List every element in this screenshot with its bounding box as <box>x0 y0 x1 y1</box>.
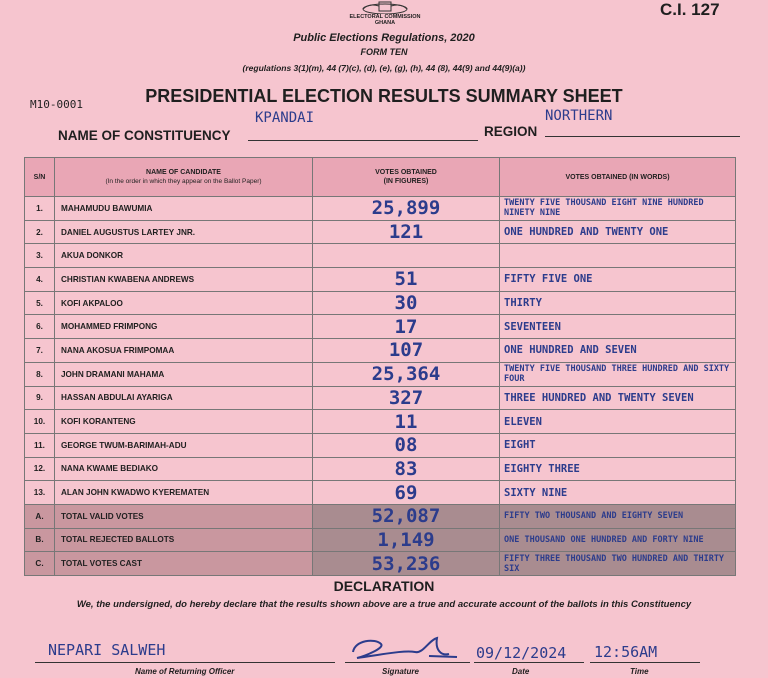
row-sn: 7. <box>25 339 55 363</box>
ci-number: C.I. 127 <box>660 0 720 19</box>
candidate-row <box>25 315 736 339</box>
votes-figures <box>313 291 500 315</box>
votes-words-value: THREE HUNDRED AND TWENTY SEVEN <box>504 391 694 404</box>
candidate-row <box>25 339 736 363</box>
votes-figures <box>313 433 500 457</box>
votes-words-value: SIXTY NINE <box>504 486 568 499</box>
col-name: NAME OF CANDIDATE (In the order in which they appear on the Ballot Paper) <box>55 158 313 197</box>
region-label: REGION <box>484 124 538 139</box>
commission-name: ELECTORAL COMMISSION GHANA <box>349 14 421 26</box>
candidate-name: AKUA DONKOR <box>55 244 313 268</box>
votes-words <box>500 220 736 244</box>
votes-words-value: FIFTY FIVE ONE <box>504 273 593 286</box>
row-sn: 1. <box>25 197 55 221</box>
votes-figures <box>313 197 500 221</box>
votes-figures <box>313 410 500 434</box>
votes-words <box>500 552 736 576</box>
region-value: NORTHERN <box>545 108 613 124</box>
total-row <box>25 552 736 576</box>
votes-words <box>500 315 736 339</box>
votes-figures <box>313 244 500 268</box>
votes-figures <box>313 386 500 410</box>
votes-figures-value: 51 <box>394 268 418 291</box>
constituency-underline <box>248 140 478 141</box>
candidate-row <box>25 244 736 268</box>
row-sn: 3. <box>25 244 55 268</box>
votes-figures <box>313 362 500 386</box>
votes-figures <box>313 339 500 363</box>
votes-words-value: FIFTY TWO THOUSAND AND EIGHTY SEVEN <box>504 511 684 522</box>
date-label: Date <box>512 667 530 676</box>
candidate-row <box>25 386 736 410</box>
votes-words <box>500 481 736 505</box>
votes-words <box>500 244 736 268</box>
region-underline <box>545 136 740 137</box>
votes-figures-value: 83 <box>394 457 418 480</box>
candidate-name: ALAN JOHN KWADWO KYEREMATEN <box>55 481 313 505</box>
date-line <box>474 662 584 663</box>
votes-figures-value: 327 <box>388 386 424 409</box>
votes-words-value: ONE THOUSAND ONE HUNDRED AND FORTY NINE <box>504 534 704 545</box>
declaration-title: DECLARATION <box>333 578 435 594</box>
signature-scribble <box>345 630 465 666</box>
row-sn: 12. <box>25 457 55 481</box>
col-sn: S/N <box>25 158 55 197</box>
candidate-row <box>25 457 736 481</box>
votes-figures-value: 107 <box>388 339 424 362</box>
votes-words <box>500 410 736 434</box>
votes-figures-value: 53,236 <box>371 552 441 575</box>
votes-figures <box>313 220 500 244</box>
candidate-row <box>25 268 736 292</box>
votes-words-value: ONE HUNDRED AND SEVEN <box>504 344 637 357</box>
candidate-name: JOHN DRAMANI MAHAMA <box>55 362 313 386</box>
results-table <box>24 157 736 576</box>
candidate-name: NANA AKOSUA FRIMPOMAA <box>55 339 313 363</box>
row-sn: 4. <box>25 268 55 292</box>
votes-figures <box>313 481 500 505</box>
returning-officer-label: Name of Returning Officer <box>135 667 235 676</box>
votes-words-value: FIFTY THREE THOUSAND TWO HUNDRED AND THIRTY SIX <box>504 553 725 574</box>
declaration-text: We, the undersigned, do hereby declare that the results shown above are a true and accurate account of the ballots in this Constituency <box>76 599 692 610</box>
votes-figures <box>313 552 500 576</box>
votes-figures-value: 69 <box>394 481 418 504</box>
votes-words <box>500 386 736 410</box>
votes-figures-value: 25,899 <box>371 197 441 220</box>
constituency-label: NAME OF CONSTITUENCY <box>58 128 231 143</box>
signature-line <box>345 662 470 663</box>
votes-words-value: EIGHT <box>504 439 536 452</box>
votes-figures-value: 08 <box>394 434 418 457</box>
candidate-name: GEORGE TWUM-BARIMAH-ADU <box>55 433 313 457</box>
candidate-name: TOTAL REJECTED BALLOTS <box>55 528 313 552</box>
votes-words <box>500 504 736 528</box>
form-name: FORM TEN <box>360 47 408 57</box>
votes-words <box>500 268 736 292</box>
votes-figures <box>313 504 500 528</box>
votes-words <box>500 362 736 386</box>
candidate-name: NANA KWAME BEDIAKO <box>55 457 313 481</box>
candidate-name: DANIEL AUGUSTUS LARTEY JNR. <box>55 220 313 244</box>
signature-label: Signature <box>382 667 419 676</box>
table-header-row <box>25 158 736 197</box>
row-sn: 6. <box>25 315 55 339</box>
candidate-name: KOFI AKPALOO <box>55 291 313 315</box>
row-sn: B. <box>25 528 55 552</box>
returning-officer-name: NEPARI SALWEH <box>48 641 166 659</box>
candidate-row <box>25 291 736 315</box>
candidate-row <box>25 362 736 386</box>
votes-words <box>500 457 736 481</box>
votes-figures <box>313 268 500 292</box>
row-sn: 8. <box>25 362 55 386</box>
votes-figures-value: 30 <box>394 292 418 315</box>
time-label: Time <box>630 667 649 676</box>
votes-figures <box>313 457 500 481</box>
candidate-name: CHRISTIAN KWABENA ANDREWS <box>55 268 313 292</box>
candidate-name: MOHAMMED FRIMPONG <box>55 315 313 339</box>
row-sn: C. <box>25 552 55 576</box>
votes-figures-value: 1,149 <box>377 528 435 551</box>
votes-words-value: EIGHTY THREE <box>504 462 580 475</box>
row-sn: 5. <box>25 291 55 315</box>
row-sn: A. <box>25 504 55 528</box>
votes-words <box>500 197 736 221</box>
time-value: 12:56AM <box>594 643 658 661</box>
date-value: 09/12/2024 <box>476 644 567 662</box>
col-figures: VOTES OBTAINED (IN FIGURES) <box>313 158 500 197</box>
row-sn: 13. <box>25 481 55 505</box>
total-row <box>25 504 736 528</box>
votes-words <box>500 528 736 552</box>
returning-officer-line <box>35 662 335 663</box>
candidate-name: TOTAL VOTES CAST <box>55 552 313 576</box>
row-sn: 9. <box>25 386 55 410</box>
row-sn: 10. <box>25 410 55 434</box>
candidate-row <box>25 433 736 457</box>
candidate-row <box>25 410 736 434</box>
candidate-row <box>25 220 736 244</box>
regulations-refs: (regulations 3(1)(m), 44 (7)(c), (d), (e), (g), (h), 44 (8), 44(9) and 44(9)(a)) <box>242 63 526 73</box>
candidate-name: TOTAL VALID VOTES <box>55 504 313 528</box>
form-code: M10-0001 <box>30 98 83 111</box>
votes-words-value: THIRTY <box>504 297 542 310</box>
votes-figures-value: 17 <box>394 315 418 338</box>
votes-figures-value: 121 <box>388 221 424 244</box>
votes-words-value: ONE HUNDRED AND TWENTY ONE <box>504 226 669 239</box>
votes-words-value: SEVENTEEN <box>504 320 561 333</box>
candidate-name: HASSAN ABDULAI AYARIGA <box>55 386 313 410</box>
page-title: PRESIDENTIAL ELECTION RESULTS SUMMARY SHEET <box>145 86 623 106</box>
votes-words <box>500 433 736 457</box>
row-sn: 2. <box>25 220 55 244</box>
row-sn: 11. <box>25 433 55 457</box>
votes-words <box>500 339 736 363</box>
candidate-row <box>25 197 736 221</box>
votes-words-value: TWENTY FIVE THOUSAND EIGHT NINE HUNDRED NINETY NINE <box>504 198 704 219</box>
constituency-value: KPANDAI <box>255 110 315 126</box>
votes-figures-value: 11 <box>394 410 418 433</box>
total-row <box>25 528 736 552</box>
candidate-name: MAHAMUDU BAWUMIA <box>55 197 313 221</box>
votes-figures-value: 25,364 <box>371 363 441 386</box>
votes-figures <box>313 528 500 552</box>
time-line <box>590 662 700 663</box>
votes-words-value: TWENTY FIVE THOUSAND THREE HUNDRED AND SIXTY FOUR <box>504 364 730 385</box>
votes-figures-value: 52,087 <box>371 505 441 528</box>
votes-words-value: ELEVEN <box>504 415 542 428</box>
regulations-title: Public Elections Regulations, 2020 <box>293 32 475 44</box>
col-words: VOTES OBTAINED (IN WORDS) <box>500 158 736 197</box>
candidate-name: KOFI KORANTENG <box>55 410 313 434</box>
votes-words <box>500 291 736 315</box>
votes-figures <box>313 315 500 339</box>
candidate-row <box>25 481 736 505</box>
